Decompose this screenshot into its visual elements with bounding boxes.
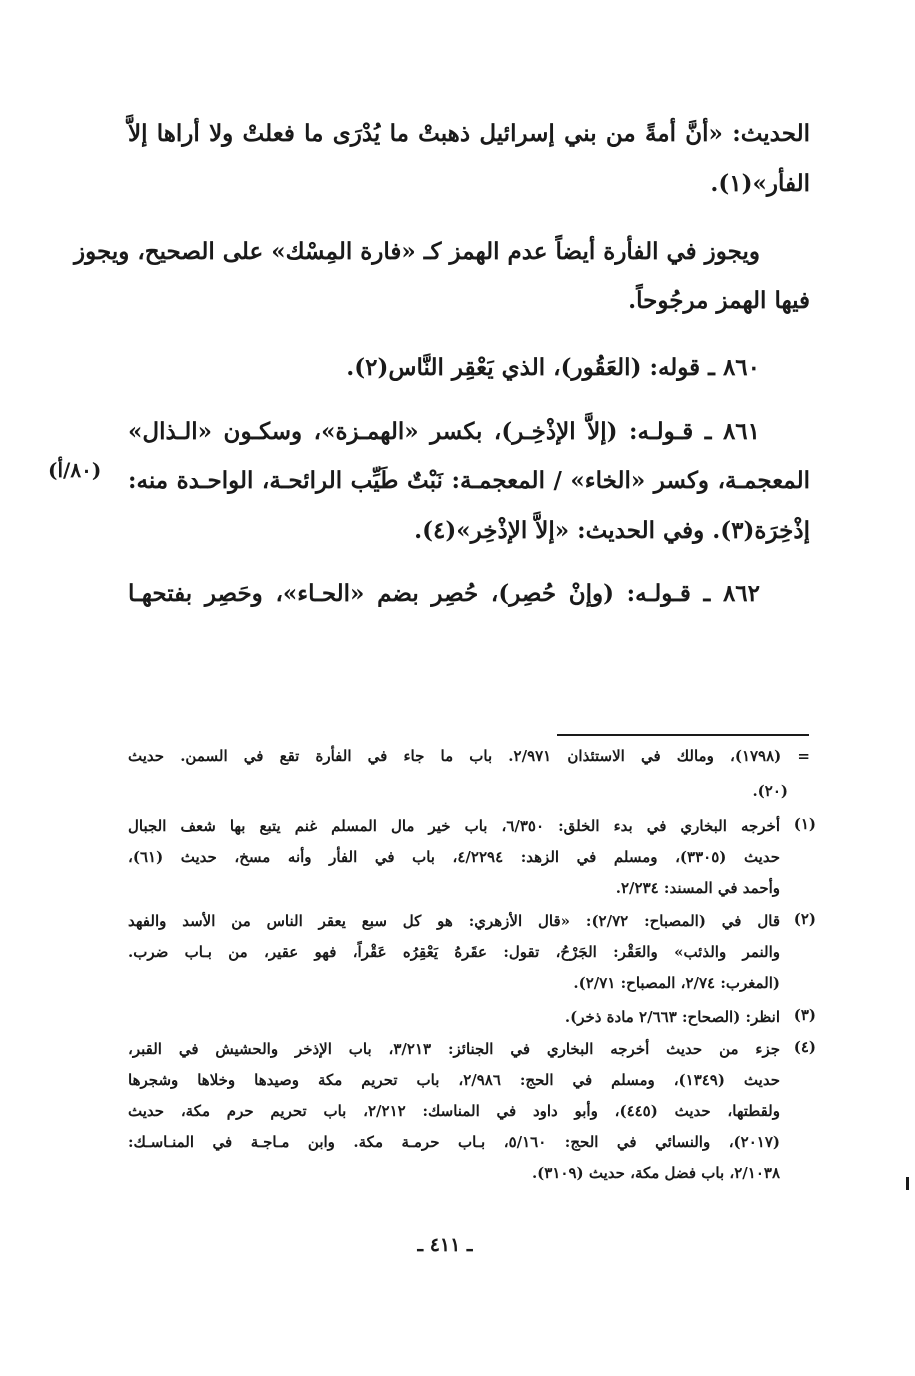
footnote-line: حديث (١٣٤٩)، ومسلم في الحج: ٢/٩٨٦، باب تحريم مكة وصيدها وخلاها وشجرها <box>128 1071 780 1089</box>
main-text-line: المعجمـة، وكسر «الخاء» / المعجمـة: نَبْتٌ طَيِّب الرائحـة، الواحـدة منه: <box>128 467 810 494</box>
footnote-line: والنمر والذئب» والعَقْر: الجَرْحُ، تقول: عقَرهُ يَعْقِرُه عَقْراً، فهو عقير، من بـاب ضرب. <box>128 943 780 961</box>
main-text-line: ٨٦١ ـ قـولـه: (إلاَّ الإذْخِـر)، بكسر «الهمـزة»، وسكـون «الـذال» <box>128 418 760 445</box>
main-text-line: ٨٦٢ ـ قـولـه: (وإنْ حُصِر)، حُصِر بضم «الحـاء»، وحَصِر بفتحهـا <box>128 580 760 607</box>
footnote-line: انظر: (الصحاح: ٢/٦٦٣ مادة ذخر). <box>564 1008 780 1026</box>
footnote-line: جزء من حديث أخرجه البخاري في الجنائز: ٣/٢١٣، باب الإذخر والحشيش في القبر، <box>128 1040 780 1058</box>
main-text-line: إذْخِرَة(٣). وفي الحديث: «إلاَّ الإذْخِر»(٤). <box>414 517 810 544</box>
scan-edge-mark <box>906 1177 909 1190</box>
footnote-number: (٣) <box>793 1006 816 1024</box>
footnote-line: وأحمد في المسند: ٢/٢٣٤. <box>615 879 780 897</box>
footnote-line: ٢/١٠٣٨، باب فضل مكة، حديث (٣١٠٩). <box>531 1164 780 1182</box>
footnote-separator <box>557 734 809 736</box>
main-text-line: الحديث: «أنَّ أمةً من بني إسرائيل ذهبتْ ما يُدْرَى ما فعلتْ ولا أراها إلاَّ <box>128 120 810 147</box>
footnote-line: (٢٠١٧)، والنسائي في الحج: ٥/١٦٠، بـاب حرمـة مكة. وابن مـاجـة في المنـاسـك: <box>128 1133 780 1151</box>
page-number: ـ ٤١١ ـ <box>417 1234 473 1256</box>
footnote-line: (المغرب: ٢/٧٤، المصباح: ٢/٧١). <box>573 974 780 992</box>
main-text-line: الفأر»(١). <box>710 170 810 197</box>
main-text-line: ويجوز في الفأرة أيضاً عدم الهمز كـ «فارة المِسْك» على الصحيح، ويجوز <box>73 238 760 265</box>
footnote-number: (١) <box>793 815 816 833</box>
footnote-line: أخرجه البخاري في بدء الخلق: ٦/٣٥٠، باب خير مال المسلم غنم يتبع بها شعف الجبال <box>128 817 780 835</box>
footnote-continuation-line: (٢٠). <box>752 782 788 800</box>
footnote-line: حديث (٣٣٠٥)، ومسلم في الزهد: ٤/٢٢٩٤، باب في الفأر وأنه مسخ، حديث (٦١)، <box>128 848 780 866</box>
footnote-line: ولقطتها، حديث (٤٤٥)، وأبو داود في المناسك: ٢/٢١٢، باب تحريم حرم مكة، حديث <box>128 1102 780 1120</box>
folio-marker: (٨٠/أ) <box>48 458 102 482</box>
main-text-line: ٨٦٠ ـ قوله: (العَقُور)، الذي يَعْقِر النَّاس(٢). <box>346 354 760 381</box>
footnote-number: (٢) <box>793 910 816 928</box>
footnote-line: قال في (المصباح: ٢/٧٢): «قال الأزهري: هو كل سبع يعقر الناس من الأسد والفهد <box>128 912 780 930</box>
footnote-continuation-line: = (١٧٩٨)، ومالك في الاستئذان ٢/٩٧١. باب ما جاء في الفأرة تقع في السمن. حديث <box>128 747 810 765</box>
main-text-line: فيها الهمز مرجُوحاً. <box>628 287 810 314</box>
footnote-number: (٤) <box>793 1038 816 1056</box>
